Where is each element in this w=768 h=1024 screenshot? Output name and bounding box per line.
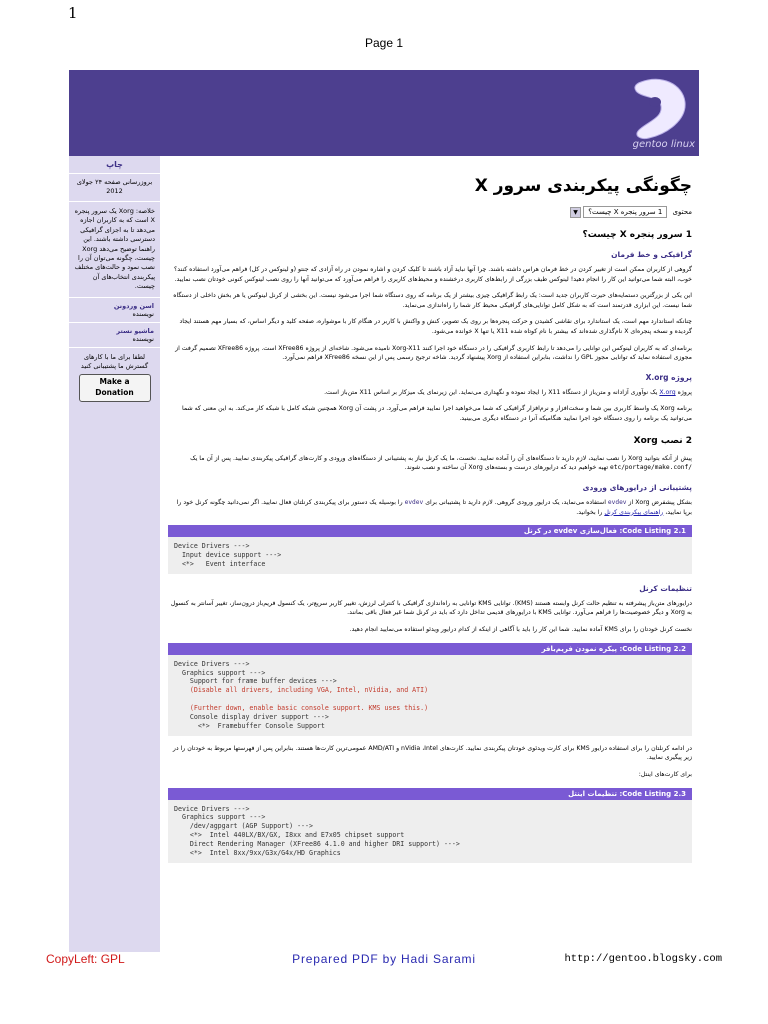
toc-row (168, 206, 692, 218)
code-line: <*> Intel 440LX/BX/GX, I8xx and E7x05 chipset support (174, 831, 405, 840)
code-line: Device Drivers ---> (174, 659, 250, 668)
paragraph: نخست کرنل خودتان را برای KMS آماده نمایید. شما این کار را باید با آگاهی از اینکه از کدام درایور ویدئو استفاده می‌نمایید انجام دهید. (349, 626, 692, 634)
donate-button[interactable]: Make a Donation (79, 374, 151, 402)
author-role: نویسنده (132, 309, 154, 318)
code-line: /dev/agpgart (AGP Support) ---> (174, 822, 313, 831)
text: استفاده می‌نماید، یک درایور ورودی گروهی. لازم دارید تا پشتیبانی برای (423, 498, 608, 506)
text: تهیه خواهیم دید که درایورهای درست و بسته‌های Xorg آن ساخته و نصب شوند. (404, 464, 611, 472)
code-line: Graphics support ---> (174, 668, 266, 677)
footer-url[interactable]: http://gentoo.blogsky.com (564, 953, 722, 965)
text: را بخوانید. (576, 508, 605, 516)
logo-text: gentoo linux (632, 139, 695, 150)
code-comment: (Further down, enable basic console support. KMS uses this.) (174, 704, 429, 713)
page-mark: 1 (68, 4, 78, 22)
code-listing (168, 800, 692, 863)
section-heading: پشتیبانی از درایورهای ورودی (582, 482, 692, 492)
text: را بوسیله یک دستور برای پیکربندی کرنلتان فعال نمایید. اگر نمی‌دانید چگونه کرنل خود را برپا نمایید، (176, 498, 692, 516)
updated-date: بروزرسانی صفحه ۲۴ جولای 2012 (69, 174, 160, 202)
code-listing-header: Code Listing 2.3: تنظیمات اینتل (168, 788, 692, 800)
paragraph: درایورهای متن‌باز پیشرفته به تنظیم حالت کرنل وابسته هستند (KMS). توانایی KMS توانایی به راه‌اندازی گرافیکی با کنترلی لرزش، تغییر کاربر سریع‌تر، یک کنسول فریم‌باز درون‌ساز، تغییر آسانتر به کنسول به Xorg و دیگر خصوصیت‌ها را فراهم می‌آورد. توانایی KMS با درایورهای قدیمی تداخل دارد که باید در کرنل شما غیر فعال باقی بمانند. (170, 599, 692, 617)
doc-summary: خلاصه: Xorg یک سرور پنجره X است که به کاربران اجازه می‌دهد تا به اجزای گرافیکی دسترسی داشته باشند. این راهنما توضیح می‌دهد Xorg چیست، چگونه می‌توان آن را نصب نمود و حالت‌های مختلف پیکربندی انتخاب‌های آن چیست. (69, 202, 160, 298)
code-line: Support for frame buffer devices ---> (174, 677, 337, 686)
support-text: لطفا برای ما با کارهای گسترش ما پشتیبانی کنید (80, 352, 149, 371)
toc-select[interactable]: 1 سرور پنجره X چیست؟ (583, 206, 667, 218)
header-banner (69, 70, 699, 156)
code-line: <*> Event interface (174, 559, 266, 568)
code-line: Input device support ---> (174, 551, 282, 560)
footer-license: CopyLeft: GPL (46, 952, 125, 966)
main-content (168, 176, 692, 871)
section-heading: پروژه X.org (645, 372, 692, 382)
author-entry (69, 323, 160, 348)
code-listing-header: Code Listing 2.2: پیکره نمودن فریم‌بافر (168, 643, 692, 655)
code-line (174, 695, 686, 704)
text: پیش از آنکه بتوانید Xorg را نصب نمایید، لازم دارید تا دستگاه‌های آن را آماده نمایید. نخست، ما یک کرنل نیاز به پشتیبانی از دستگاه‌های ورودی و کارت‌های گرافیکی پیکربندی نمایید. پس از آن ما یک (190, 454, 692, 462)
code-line: Direct Rendering Manager (XFree86 4.1.0 and higher DRI support) ---> (174, 840, 460, 849)
document-title: چگونگی پیکربندی سرور X (474, 176, 692, 196)
paragraph: برنامه‌ای که به کاربران لینوکس این توانایی را می‌دهد تا رابط کاربری گرافیکی را در دستگاه خود اجرا کنند Xorg-X11 نامیده می‌شود. شاخه‌ای از پروژه XFree86 است. پروژه XFree86 تصمیم گرفت از مجوزی استفاده نماید که توانایی مجوز GPL را نداشت، بنابراین استفاده از Xorg پیشنهاد گردید. شاخه ترجیح رسمی پس از این نسخه XFree86 فراهم نمی‌آورد. (175, 344, 692, 362)
paragraph: گروهی از کاربران ممکن است از تغییر کردن در خط فرمان هراس داشته باشند. چرا آنها نباید آزاد باشند تا کلیک کردن و اشاره نمودن در راه آزادی که جنتو (و لینوکس در کل) فراهم می‌آورد استفاده کنند؟ خوب، البته شما می‌توانید این کار را انجام دهید! لینوکس طیف بزرگی از رابط‌های کاربری درخشنده و محیط‌های کاربری را فراهم می‌آورد که می‌توانید آنها را روی نصب لینوکس کنونی خودتان نصب نمایید. (173, 266, 692, 283)
author-entry (69, 298, 160, 323)
sidebar (69, 156, 160, 952)
paragraph: در ادامه کرنلتان را برای استفاده درایور KMS برای کارت ویدئوی خودتان پیکربندی نمایید. کارت‌های nVidia ،Intel و AMD/ATI عمومی‌ترین کارت‌ها هستند. بنابراین پس از فهرستها مربوط به خودتان را در زیر پیگیری نمایید. (172, 744, 692, 762)
chapter-heading: 2 نصب Xorg (633, 435, 692, 446)
paragraph (168, 454, 692, 473)
code-listing-header: Code Listing 2.1: فعال‌سازی evdev در کرنل (168, 525, 692, 537)
text: یک نوآوری آزادانه و متن‌باز از دستگاه X11 را ایجاد نموده و نگهداری می‌نماید. این زیرنمای یک میزکار بر اساس X11 متن‌باز است. (324, 388, 660, 396)
print-link[interactable]: چاپ (69, 156, 160, 174)
kernel-guide-link[interactable]: راهنمای پیکربندی کرنل (604, 508, 664, 516)
paragraph: برنامه Xorg یک واسط کاربری بین شما و سخت‌افزار و نرم‌افزار گرافیکی که شما می‌خواهید اجرا نمایید فراهم می‌آورد. در پشت آن Xorg همچنین شبکه کامل با شبکه کار می‌کند. به این معنی که شما می‌توانید یک برنامه را روی دستگاه خود اجرا نمایید هنگامیکه آنرا در دستگاه دیگری می‌بینید. (182, 405, 692, 423)
text: بشکل پیشفرض Xorg از (626, 498, 692, 506)
code-listing (168, 537, 692, 574)
author-name[interactable]: ماشیو نستر (116, 326, 154, 335)
chapter-heading: 1 سرور پنجره X چیست؟ (582, 230, 692, 240)
support-note (69, 348, 160, 408)
inline-code: evdev (607, 498, 627, 506)
paragraph (168, 498, 692, 517)
author-role: نویسنده (132, 334, 154, 343)
paragraph: چنانکه استاندارد مهم است، یک استاندارد برای نقاشی کشیدن و حرکت پنجره‌ها بر روی یک تصویر، کنش و واکنش با کاربر در هنگام کار با موشواره، صفحه کلید و دیگر اساس، که بسیار مهم هستند ایجاد گردیده و نسخه پنجره‌ای X نام‌گذاری شده‌اند که بیشتر با نام کوتاه شده X11 یا تنها X خوانده می‌شود. (179, 318, 692, 336)
text: پروژه (675, 388, 692, 396)
chevron-down-icon[interactable]: ▼ (570, 207, 581, 218)
paragraph: این یکی از بزرگترین دستمایه‌های حیرت کاربران جدید است: یک رابط گرافیکی چیزی بیشتر از یک برنامه که روی دستگاه شما اجرا می‌شود نیست. این بخشی از کرنل لینوکس یا هر بخش داخلی از دستگاه شما نیست. این ابزاری قدرتمند است که به شکل کامل توانایی‌های گرافیکی محیط کار شما را راه‌اندازی می‌نماید. (173, 292, 692, 309)
toc-label: محتوی (672, 208, 692, 216)
inline-code: evdev (404, 498, 424, 506)
section-heading: تنظیمات کرنل (639, 583, 692, 593)
code-line: Device Drivers ---> (174, 542, 250, 551)
xorg-link[interactable]: X.org (659, 388, 676, 396)
path-code: /etc/portage/make.conf (610, 464, 692, 472)
author-name[interactable]: اسن وردونن (113, 301, 154, 310)
paragraph (168, 388, 692, 398)
code-line: Device Drivers ---> (174, 804, 250, 813)
section-heading: گرافیکی و خط فرمان (611, 250, 692, 259)
code-listing (168, 655, 692, 736)
code-line: Graphics support ---> (174, 813, 266, 822)
code-line: <*> Framebuffer Console Support (174, 721, 325, 730)
page-label: Page 1 (364, 36, 404, 50)
code-line: Console display driver support ---> (174, 712, 329, 721)
code-comment: (Disable all drivers, including VGA, Intel, nVidia, and ATI) (174, 686, 429, 695)
code-line: <*> Intel 8xx/9xx/G3x/G4x/HD Graphics (174, 849, 341, 858)
footer-credit: Prepared PDF by Hadi Sarami (292, 952, 476, 966)
paragraph: برای کارت‌های اینتل: (638, 770, 692, 778)
